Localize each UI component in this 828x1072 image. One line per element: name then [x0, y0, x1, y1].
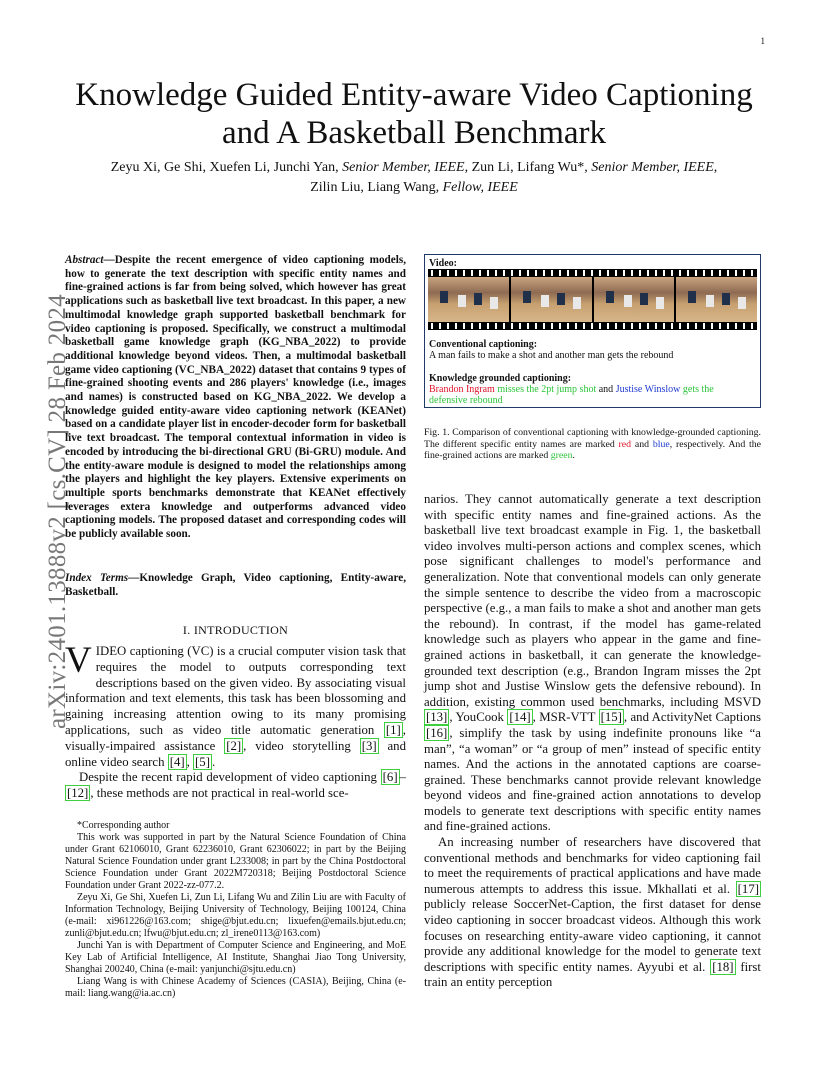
knowledge-captioning-label: Knowledge grounded captioning:	[429, 373, 572, 384]
intro-text: , video storytelling	[243, 738, 360, 753]
entity-name-blue: Justise Winslow	[615, 384, 681, 395]
body-text: publicly release SoccerNet-Caption, the first dataset for dense video captioning in soccer broadcast videos. Although this work focuses on researching entity-aware video captioning, it cannot provide any additional knowledge for the model to generate text descriptions with specific entity names. Ayyubi et al.	[424, 897, 761, 974]
body-text: An increasing number of researchers have discovered that conventional methods and benchmarks for video captioning fail to meet the requirements of practical applications and have made numerous attempts to address this issue. Mkhallati et al.	[424, 835, 761, 896]
abstract-text: —Despite the recent emergence of video captioning models, how to generate the text description with specific entity names and fine-grained actions is far from being solved, which however has great applications such as basketball live text broadcast. In this paper, a new multimodal knowledge graph supported basketball benchmark for video captioning is proposed. Specifically, we construct a multimodal basketball game knowledge graph (KG_NBA_2022) to provide additional knowledge beyond videos. Then, a multimodal basketball game video captioning (VC_NBA_2022) dataset that contains 9 types of fine-grained shooting events and 286 players' knowledge (i.e., images and names) is constructed based on KG_NBA_2022. We develop a knowledge guided entity-aware video captioning network (KEANet) based on a candidate player list in encoder-decoder form for basketball live text broadcast. The temporal contextual information in video is encoded by introducing the bi-directional GRU (Bi-GRU) module. And the entity-aware module is designed to model the relationships among the players and highlight the key players. Extensive experiments on multiple sports benchmarks demonstrate that KEANet effectively leverages extera knowledge and outperforms advanced video captioning models. The proposed dataset and corresponding codes will be publicly available soon.	[65, 254, 406, 541]
body-paragraph	[424, 492, 761, 835]
section-heading-introduction: I. INTRODUCTION	[182, 623, 289, 637]
intro-paragraph-2	[65, 770, 406, 802]
author-role-3: Fellow, IEEE	[442, 180, 518, 195]
body-text: , MSR-VTT	[532, 710, 599, 725]
author-role-2: Senior Member, IEEE	[591, 160, 714, 175]
intro-text: IDEO captioning (VC) is a crucial computer vision task that requires the model to outputs corresponding text descriptions based on the given video. By associating visual information and text elements, this task has been blossoming and gaining increasing attention owing to its many promising applications, such as video title automatic generation	[65, 644, 406, 737]
intro-text: –	[399, 770, 406, 785]
caption-green-word: green	[550, 450, 573, 462]
intro-text: , visually-impaired assistance	[65, 722, 406, 753]
figure-1	[424, 254, 761, 408]
page-number: 1	[760, 36, 765, 46]
citation-link[interactable]: [14]	[509, 710, 531, 725]
video-frame	[511, 277, 592, 322]
figure-video-label: Video:	[429, 258, 457, 269]
intro-text: , these methods are not practical in real-world sce-	[90, 786, 349, 801]
video-frame	[428, 277, 509, 322]
body-text: , YouCook	[449, 710, 508, 725]
body-text: first train an entity perception	[424, 959, 761, 990]
citation-link[interactable]: [6]	[382, 770, 398, 785]
citation-link[interactable]: [5]	[195, 754, 210, 769]
authors-part-3: ,	[713, 160, 718, 175]
citation-link[interactable]: [17]	[737, 881, 759, 896]
connector-text: and	[596, 384, 616, 395]
conventional-captioning-label: Conventional captioning:	[429, 339, 538, 350]
body-text: narios. They cannot automatically generate a text description with specific entity names and fine-grained actions. As the basketball live text broadcast example in Fig. 1, the basketball video involves multi-person actions and complex scenes, which pose significant challenges to model's performance and generalization. Note that conventional models can only generate the simple sentence to describe the video from a macroscopic perspective (e.g., a man fails to make a shot and another man gets the rebound). In contrast, if the model has game-related knowledge such as players who appear in the game and fine-grained actions in basketball, it can generate the knowledge-grounded text description (e.g., Brandon Ingram misses the 2pt jump shot and Justise Winslow gets the defensive rebound). In addition, existing common used benchmarks, including MSVD	[424, 492, 761, 709]
citation-link[interactable]: [4]	[169, 754, 185, 769]
index-terms-text: —Knowledge Graph, Video captioning, Entity-aware, Basketball.	[65, 572, 406, 598]
intro-text: ,	[186, 754, 194, 769]
title-line-2: and A Basketball Benchmark	[222, 115, 606, 151]
figure-caption	[424, 427, 761, 462]
abstract	[65, 254, 406, 542]
body-text: , and ActivityNet Captions	[623, 710, 761, 725]
video-frames	[428, 277, 757, 322]
caption-red-word: red	[618, 438, 632, 450]
video-frame	[594, 277, 675, 322]
drop-cap: V	[65, 640, 92, 681]
title-line-1: Knowledge Guided Entity-aware Video Captioning	[75, 77, 753, 113]
body-text: , simplify the task by using indefinite pronouns like “a man”, “a woman” or “a group of men” instead of specific entity names. And the actions in the annotated captions are coarse-grained. These benchmarks cannot provide relevant knowledge beyond videos and fine-grained action annotations to develop models to generate text descriptions with specific entity names and fine-grained actions.	[424, 725, 761, 834]
citation-link[interactable]: [18]	[712, 959, 734, 974]
footnote: Junchi Yan is with Department of Computer Science and Engineering, and MoE Key Lab of Artificial Intelligence, AI Institute, Shanghai Jiao Tong University, Shanghai 200240, China (e-mail: yanjunchi@sjtu.edu.cn)	[65, 940, 406, 975]
author-role-1: Senior Member, IEEE	[342, 160, 465, 175]
abstract-lead: Abstract	[65, 254, 104, 266]
film-strip-bottom	[428, 322, 757, 330]
author-list	[60, 158, 768, 198]
paper-title	[60, 76, 768, 152]
citation-link[interactable]: [2]	[226, 738, 242, 753]
caption-text: , respectively. And the fine-grained actions are marked	[424, 438, 762, 462]
action-green: misses the 2pt jump shot	[494, 384, 597, 395]
film-strip-top	[428, 269, 757, 277]
caption-text: Fig. 1. Comparison of conventional captioning with knowledge-grounded captioning. The different specific entity names are marked	[424, 427, 761, 450]
citation-link[interactable]: [15]	[600, 710, 622, 725]
intro-text: .	[211, 754, 216, 769]
footnotes	[65, 820, 406, 1000]
footnote: This work was supported in part by the Natural Science Foundation of China under Grant 62106010, Grant 62236010, Grant 62306022; in part by the Beijing Natural Science Foundation under grant L233008; in part by the China Postdoctoral Science Foundation under Grant 2022M720318; Beijing Postdoctoral Science Foundation under Grant 2022-zz-077.2.	[65, 832, 406, 891]
entity-name-red: Brandon Ingram	[429, 384, 495, 395]
citation-link[interactable]: [12]	[67, 786, 89, 801]
citation-link[interactable]: [16]	[426, 725, 448, 740]
citation-link[interactable]: [13]	[426, 710, 448, 725]
index-terms-lead: Index Terms	[65, 572, 129, 584]
caption-blue-word: blue	[652, 438, 670, 450]
caption-text: .	[572, 450, 575, 462]
intro-text: Despite the recent rapid development of video captioning	[79, 770, 381, 785]
footnote: Zeyu Xi, Ge Shi, Xuefen Li, Zun Li, Lifang Wu and Zilin Liu are with Faculty of Information Technology, Beijing University of Technology, Beijing 100124, China (e-mail: xi961226@163.com; shige@bjut.edu.cn; lixuefen@emails.bjut.edu.cn; zunli@bjut.edu.cn; lfwu@bjut.edu.cn; zl_irene0113@163.com)	[65, 892, 406, 939]
authors-part-1: Zeyu Xi, Ge Shi, Xuefen Li, Junchi Yan,	[110, 160, 343, 175]
body-paragraph	[424, 835, 761, 991]
right-column-text	[424, 492, 761, 991]
authors-line-2: Zilin Liu, Liang Wang,	[310, 180, 443, 195]
footnote: Liang Wang is with Chinese Academy of Sciences (CASIA), Beijing, China (e-mail: liang.wang@ia.ac.cn)	[65, 976, 406, 999]
citation-link[interactable]: [1]	[385, 722, 401, 737]
index-terms	[65, 572, 406, 599]
caption-text: and	[631, 438, 653, 450]
intro-text: and online video search	[65, 738, 406, 769]
citation-link[interactable]: [3]	[361, 738, 377, 753]
introduction-text	[65, 640, 406, 802]
action-green: gets the defensive rebound	[429, 384, 714, 406]
footnote: *Corresponding author	[77, 820, 170, 831]
arxiv-identifier-stamp[interactable]: arXiv:2401.13888v2 [cs.CV] 28 Feb 2024	[44, 294, 71, 729]
video-frame	[676, 277, 757, 322]
authors-part-2: , Zun Li, Lifang Wu*,	[464, 160, 592, 175]
knowledge-captioning-text	[429, 384, 754, 406]
conventional-captioning-text: A man fails to make a shot and another man gets the rebound	[429, 350, 674, 361]
